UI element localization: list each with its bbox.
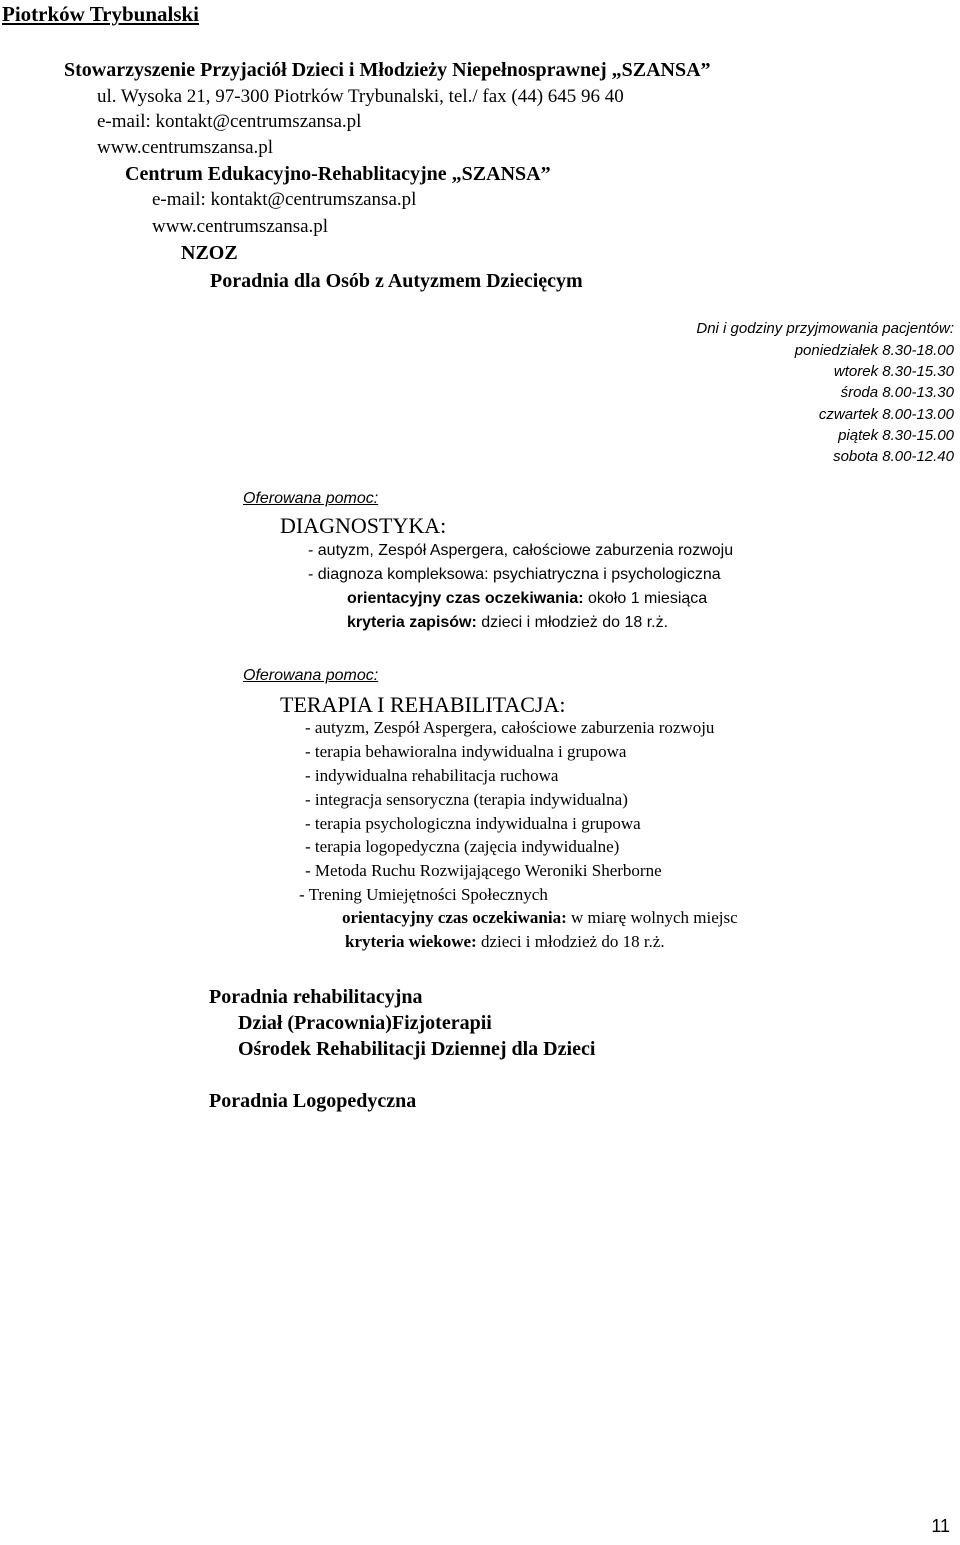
clinic-name: Poradnia dla Osób z Autyzmem Dziecięcym bbox=[210, 270, 583, 292]
diagnostics-item: - diagnoza kompleksowa: psychiatryczna i psychologiczna bbox=[308, 566, 721, 583]
therapy-criteria-label: kryteria wiekowe: bbox=[345, 932, 477, 951]
speech-clinic: Poradnia Logopedyczna bbox=[209, 1090, 417, 1112]
therapy-item: - terapia psychologiczna indywidualna i grupowa bbox=[305, 814, 641, 833]
diagnostics-criteria-value: dzieci i młodzież do 18 r.ż. bbox=[476, 614, 669, 631]
physiotherapy-unit: Dział (Pracownia)Fizjoterapii bbox=[238, 1012, 492, 1034]
hours-monday: poniedziałek 8.30-18.00 bbox=[794, 342, 954, 359]
organization-name: Stowarzyszenie Przyjaciół Dzieci i Młodzieży Niepełnosprawnej „SZANSA” bbox=[64, 59, 711, 81]
diagnostics-wait bbox=[347, 590, 707, 608]
organization-www: www.centrumszansa.pl bbox=[97, 137, 274, 158]
hours-tuesday: wtorek 8.30-15.30 bbox=[833, 363, 954, 380]
therapy-wait-label: orientacyjny czas oczekiwania: bbox=[342, 908, 567, 927]
therapy-item: - Trening Umiejętności Społecznych bbox=[299, 885, 548, 904]
hours-title: Dni i godziny przyjmowania pacjentów: bbox=[696, 320, 954, 337]
day-rehab-center: Ośrodek Rehabilitacji Dziennej dla Dzieci bbox=[238, 1038, 596, 1060]
diagnostics-item: - autyzm, Zespół Aspergera, całościowe zaburzenia rozwoju bbox=[308, 542, 734, 559]
center-www: www.centrumszansa.pl bbox=[152, 216, 329, 237]
organization-email: e-mail: kontakt@centrumszansa.pl bbox=[97, 111, 362, 132]
therapy-item: - autyzm, Zespół Aspergera, całościowe zaburzenia rozwoju bbox=[305, 718, 715, 737]
hours-wednesday: środa 8.00-13.30 bbox=[840, 384, 954, 401]
diagnostics-heading: DIAGNOSTYKA: bbox=[280, 513, 447, 538]
page-number: 11 bbox=[931, 1516, 950, 1536]
therapy-item: - terapia logopedyczna (zajęcia indywidualne) bbox=[305, 837, 620, 856]
diagnostics-offer-label: Oferowana pomoc: bbox=[243, 490, 379, 507]
therapy-criteria bbox=[345, 932, 665, 952]
center-name: Centrum Edukacyjno-Rehablitacyjne „SZANSA” bbox=[125, 163, 551, 185]
therapy-item: - terapia behawioralna indywidualna i grupowa bbox=[305, 742, 627, 761]
hours-saturday: sobota 8.00-12.40 bbox=[833, 448, 954, 465]
nzoz-label: NZOZ bbox=[181, 242, 238, 264]
therapy-criteria-value: dzieci i młodzież do 18 r.ż. bbox=[476, 932, 665, 951]
organization-address: ul. Wysoka 21, 97-300 Piotrków Trybunalski, tel./ fax (44) 645 96 40 bbox=[97, 86, 624, 107]
therapy-heading: TERAPIA I REHABILITACJA: bbox=[280, 692, 566, 717]
diagnostics-wait-label: orientacyjny czas oczekiwania: bbox=[347, 590, 584, 607]
therapy-offer-label: Oferowana pomoc: bbox=[243, 667, 379, 684]
therapy-item: - Metoda Ruchu Rozwijającego Weroniki Sherborne bbox=[305, 861, 662, 880]
hours-friday: piątek 8.30-15.00 bbox=[838, 427, 954, 444]
therapy-wait-value: w miarę wolnych miejsc bbox=[566, 908, 738, 927]
diagnostics-criteria bbox=[347, 614, 668, 632]
therapy-item: - indywidualna rehabilitacja ruchowa bbox=[305, 766, 559, 785]
therapy-item: - integracja sensoryczna (terapia indywidualna) bbox=[305, 790, 628, 809]
diagnostics-criteria-label: kryteria zapisów: bbox=[347, 614, 477, 631]
hours-thursday: czwartek 8.00-13.00 bbox=[818, 406, 954, 423]
diagnostics-wait-value: około 1 miesiąca bbox=[583, 590, 708, 607]
center-email: e-mail: kontakt@centrumszansa.pl bbox=[152, 189, 417, 210]
page-title: Piotrków Trybunalski bbox=[2, 2, 200, 26]
therapy-wait bbox=[342, 908, 738, 928]
rehab-clinic: Poradnia rehabilitacyjna bbox=[209, 986, 423, 1008]
